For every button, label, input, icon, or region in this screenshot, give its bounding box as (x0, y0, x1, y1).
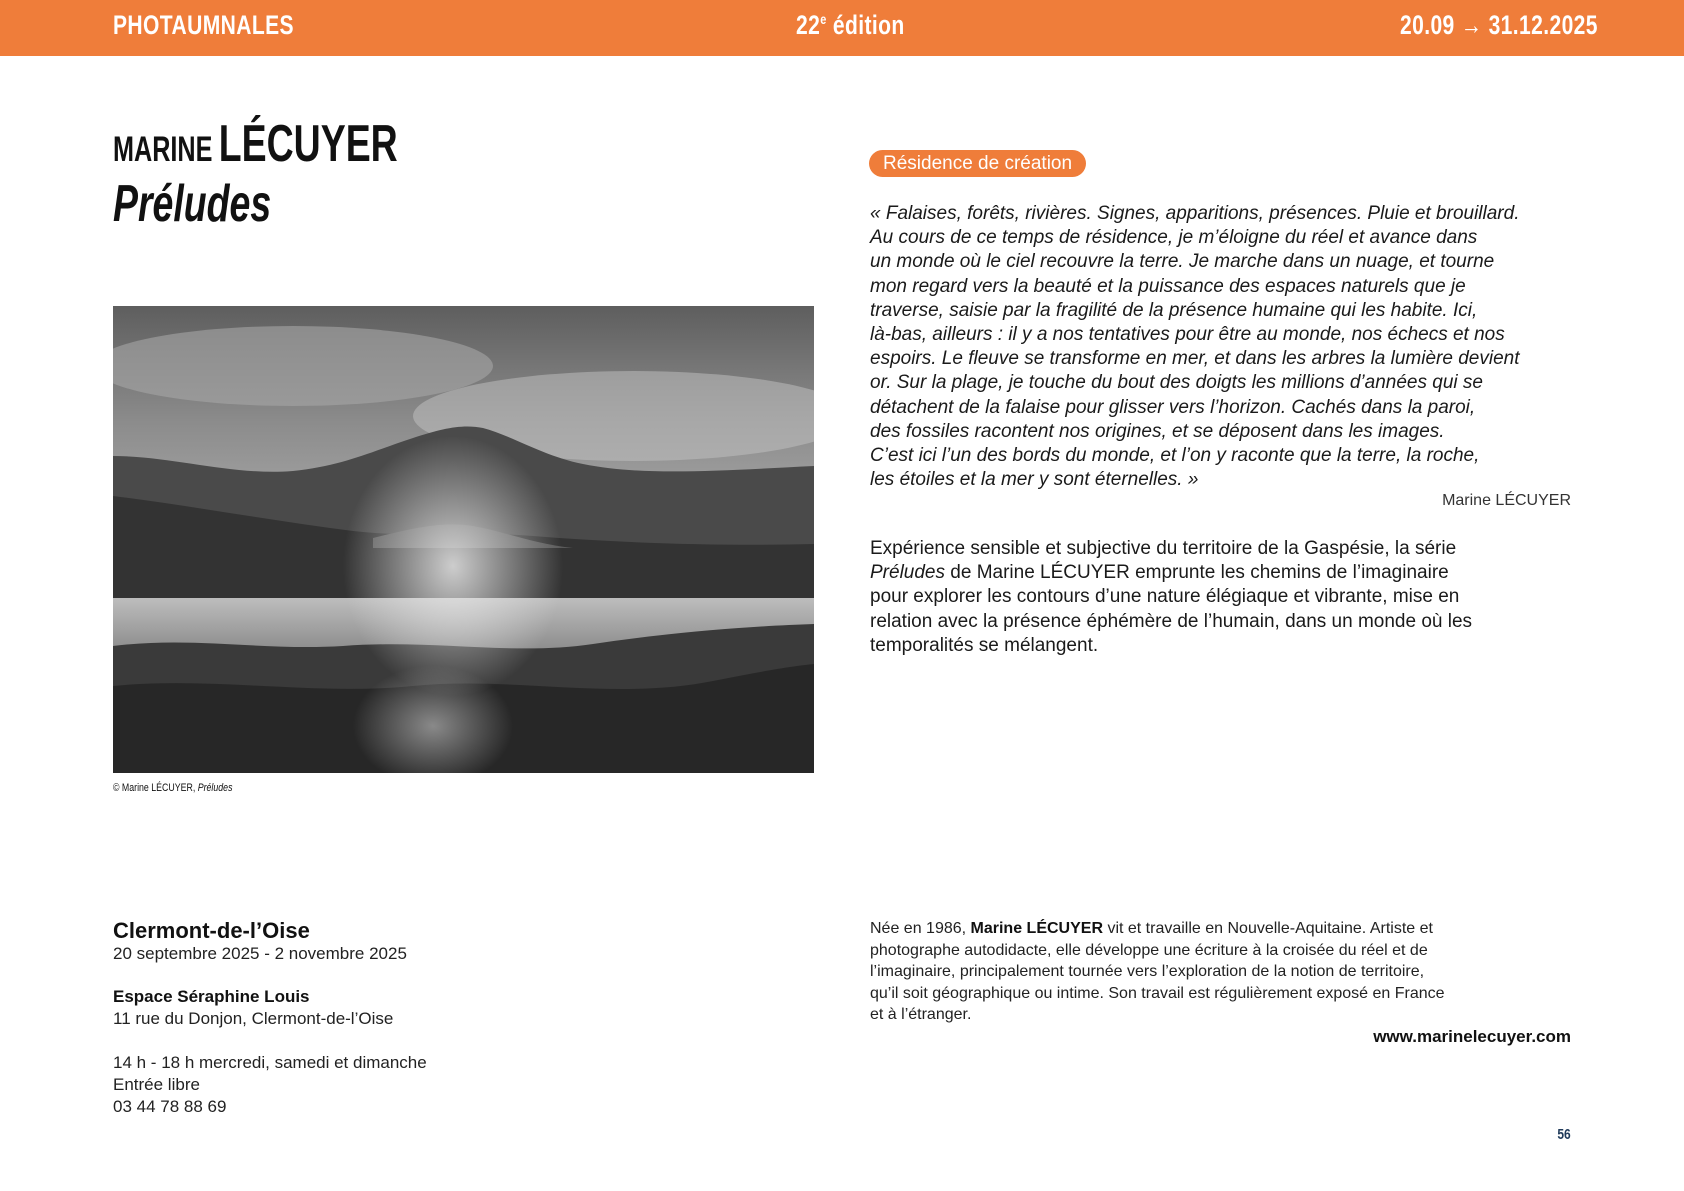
phone-number: 03 44 78 88 69 (113, 1097, 227, 1116)
edition-superscript: e (820, 11, 827, 27)
description-line: pour explorer les contours d’une nature élégiaque et vibrante, mise en (870, 586, 1460, 608)
edition-number: 22 (796, 10, 821, 40)
caption-title: Préludes (197, 782, 233, 794)
caption-credit: © Marine LÉCUYER, (113, 782, 198, 794)
quote-author: Marine LÉCUYER (1442, 492, 1571, 509)
opening-hours: 14 h - 18 h mercredi, samedi et dimanche (113, 1053, 427, 1072)
edition-word: édition (826, 10, 905, 40)
festival-dates: 20.09 → 31.12.2025 (1400, 10, 1598, 40)
venue-name: Espace Séraphine Louis (113, 987, 310, 1006)
quote-line: détachent de la falaise pour glisser vers l’horizon. Cachés dans la paroi, (870, 396, 1476, 418)
bio-text: Née en 1986, (870, 920, 971, 937)
series-description (870, 537, 1590, 658)
header-bar (0, 0, 1684, 56)
landscape-photo (113, 306, 814, 773)
bio-artist-name: Marine LÉCUYER (970, 920, 1103, 937)
bio-line: photographe autodidacte, elle développe une écriture à la croisée du réel et de (870, 941, 1428, 959)
description-line (870, 561, 1590, 585)
quote-line: « Falaises, forêts, rivières. Signes, apparitions, présences. Pluie et brouillard. (870, 203, 1520, 224)
bio-line (870, 918, 1590, 940)
bio-line: et à l’étranger. (870, 1006, 972, 1024)
quote-line: or. Sur la plage, je touche du bout des doigts les millions d’années qui se (870, 372, 1483, 394)
description-text: de Marine LÉCUYER emprunte les chemins de l’imaginaire (945, 562, 1449, 584)
location-dates: 20 septembre 2025 - 2 novembre 2025 (113, 944, 407, 963)
description-series-title: Préludes (870, 562, 945, 584)
artist-last-name: LÉCUYER (218, 115, 398, 173)
edition-label (796, 10, 905, 41)
quote-line: un monde où le ciel recouvre la terre. Je marche dans un nuage, et tourne (870, 251, 1495, 273)
quote-line: C’est ici l’un des bords du monde, et l’on y raconte que la terre, la roche, (870, 445, 1480, 467)
venue-address: 11 rue du Donjon, Clermont-de-l’Oise (113, 1009, 394, 1028)
quote-line: des fossiles racontent nos origines, et se déposent dans les images. (870, 420, 1445, 442)
location-city: Clermont-de-l’Oise (113, 918, 310, 943)
description-line: Expérience sensible et subjective du territoire de la Gaspésie, la série (870, 538, 1457, 559)
artist-website-link[interactable]: www.marinelecuyer.com (1373, 1027, 1571, 1046)
artist-name (113, 114, 398, 174)
artist-first-name: MARINE (113, 130, 213, 169)
entry-info: Entrée libre (113, 1075, 200, 1094)
series-title: Préludes (113, 175, 272, 233)
quote-line: là-bas, ailleurs : il y a nos tentatives pour être au monde, nos échecs et nos (870, 324, 1505, 346)
quote-line: les étoiles et la mer y sont éternelles. » (870, 469, 1199, 491)
quote-line: traverse, saisie par la fragilité de la présence humaine qui les habite. Ici, (870, 299, 1478, 321)
quote-line: mon regard vers la beauté et la puissance des espaces naturels que je (870, 275, 1466, 297)
residency-badge: Résidence de création (869, 150, 1086, 177)
description-line: temporalités se mélangent. (870, 634, 1099, 656)
page-number: 56 (1557, 1126, 1571, 1143)
quote-line: espoirs. Le fleuve se transforme en mer, et dans les arbres la lumière devient (870, 348, 1520, 370)
artist-bio (870, 918, 1590, 1026)
photo-image (113, 306, 814, 773)
photo-caption (113, 782, 232, 794)
bio-line: qu’il soit géographique ou intime. Son travail est régulièrement exposé en France (870, 984, 1445, 1002)
bio-line: l’imaginaire, principalement tournée vers l’exploration de la notion de territoire, (870, 963, 1425, 981)
quote-line: Au cours de ce temps de résidence, je m’éloigne du réel et avance dans (870, 227, 1478, 249)
description-line: relation avec la présence éphémère de l’humain, dans un monde où les (870, 610, 1473, 632)
artist-quote (870, 202, 1590, 492)
festival-name: PHOTAUMNALES (113, 10, 294, 40)
bio-text: vit et travaille en Nouvelle-Aquitaine. Artiste et (1103, 920, 1433, 937)
